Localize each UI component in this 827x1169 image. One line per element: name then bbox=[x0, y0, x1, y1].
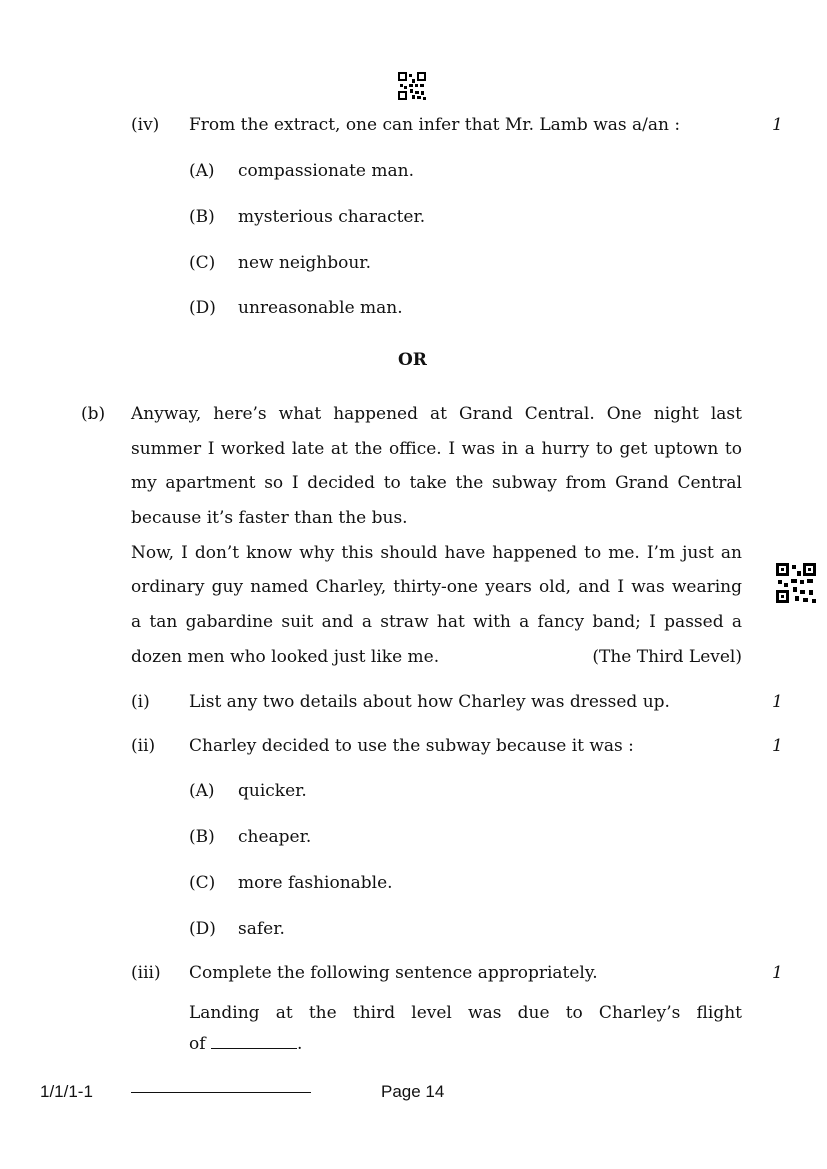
question-iii-text: Complete the following sentence appropriately. bbox=[189, 963, 598, 983]
option-label: (C) bbox=[189, 873, 216, 893]
question-ii-text: Charley decided to use the subway because it was : bbox=[189, 736, 634, 756]
section-b-label: (b) bbox=[81, 404, 106, 424]
sentence-blank-line bbox=[189, 1034, 302, 1054]
question-ii-number: (ii) bbox=[131, 736, 156, 756]
passage-line: my apartment so I decided to take the subway from Grand Central bbox=[131, 473, 742, 493]
option-label: (D) bbox=[189, 298, 216, 318]
question-iii-marks: 1 bbox=[772, 963, 783, 983]
option-text: safer. bbox=[238, 919, 285, 939]
page-number: Page 14 bbox=[381, 1082, 445, 1101]
option-text: quicker. bbox=[238, 781, 307, 801]
question-ii-marks: 1 bbox=[772, 736, 783, 756]
option-text: more fashionable. bbox=[238, 873, 393, 893]
passage-line: a tan gabardine suit and a straw hat with a fancy band; I passed a bbox=[131, 612, 742, 632]
option-label: (B) bbox=[189, 207, 215, 227]
question-i-text: List any two details about how Charley was dressed up. bbox=[189, 692, 670, 712]
passage-line: Anyway, here’s what happened at Grand Central. One night last bbox=[131, 404, 742, 424]
option-text: cheaper. bbox=[238, 827, 312, 847]
qr-code-side bbox=[776, 563, 816, 603]
option-text: new neighbour. bbox=[238, 253, 371, 273]
question-iv-text: From the extract, one can infer that Mr. Lamb was a/an : bbox=[189, 115, 681, 135]
sentence-line: Landing at the third level was due to Charley’s flight bbox=[189, 1003, 742, 1023]
option-label: (A) bbox=[189, 161, 215, 181]
sentence-suffix: . bbox=[296, 1034, 303, 1054]
paper-code: 1/1/1-1 bbox=[40, 1082, 93, 1101]
footer-rule bbox=[131, 1092, 311, 1093]
qr-code-top bbox=[398, 72, 426, 100]
option-text: unreasonable man. bbox=[238, 298, 403, 318]
fill-in-blank[interactable] bbox=[211, 1034, 297, 1049]
passage-source: (The Third Level) bbox=[592, 647, 742, 667]
question-iii-number: (iii) bbox=[131, 963, 161, 983]
option-label: (D) bbox=[189, 919, 216, 939]
passage-line: ordinary guy named Charley, thirty-one years old, and I was wearing bbox=[131, 577, 742, 597]
passage-line: summer I worked late at the office. I was in a hurry to get uptown to bbox=[131, 439, 742, 459]
option-text: compassionate man. bbox=[238, 161, 415, 181]
option-label: (B) bbox=[189, 827, 215, 847]
question-i-number: (i) bbox=[131, 692, 150, 712]
question-iv-number: (iv) bbox=[131, 115, 160, 135]
option-label: (A) bbox=[189, 781, 215, 801]
passage-line: because it’s faster than the bus. bbox=[131, 508, 408, 528]
passage-line: Now, I don’t know why this should have happened to me. I’m just an bbox=[131, 543, 742, 563]
option-label: (C) bbox=[189, 253, 216, 273]
or-separator: OR bbox=[398, 350, 427, 370]
question-iv-marks: 1 bbox=[772, 115, 783, 135]
sentence-prefix: of bbox=[189, 1034, 206, 1054]
passage-line: dozen men who looked just like me. bbox=[131, 647, 440, 667]
question-i-marks: 1 bbox=[772, 692, 783, 712]
option-text: mysterious character. bbox=[238, 207, 426, 227]
